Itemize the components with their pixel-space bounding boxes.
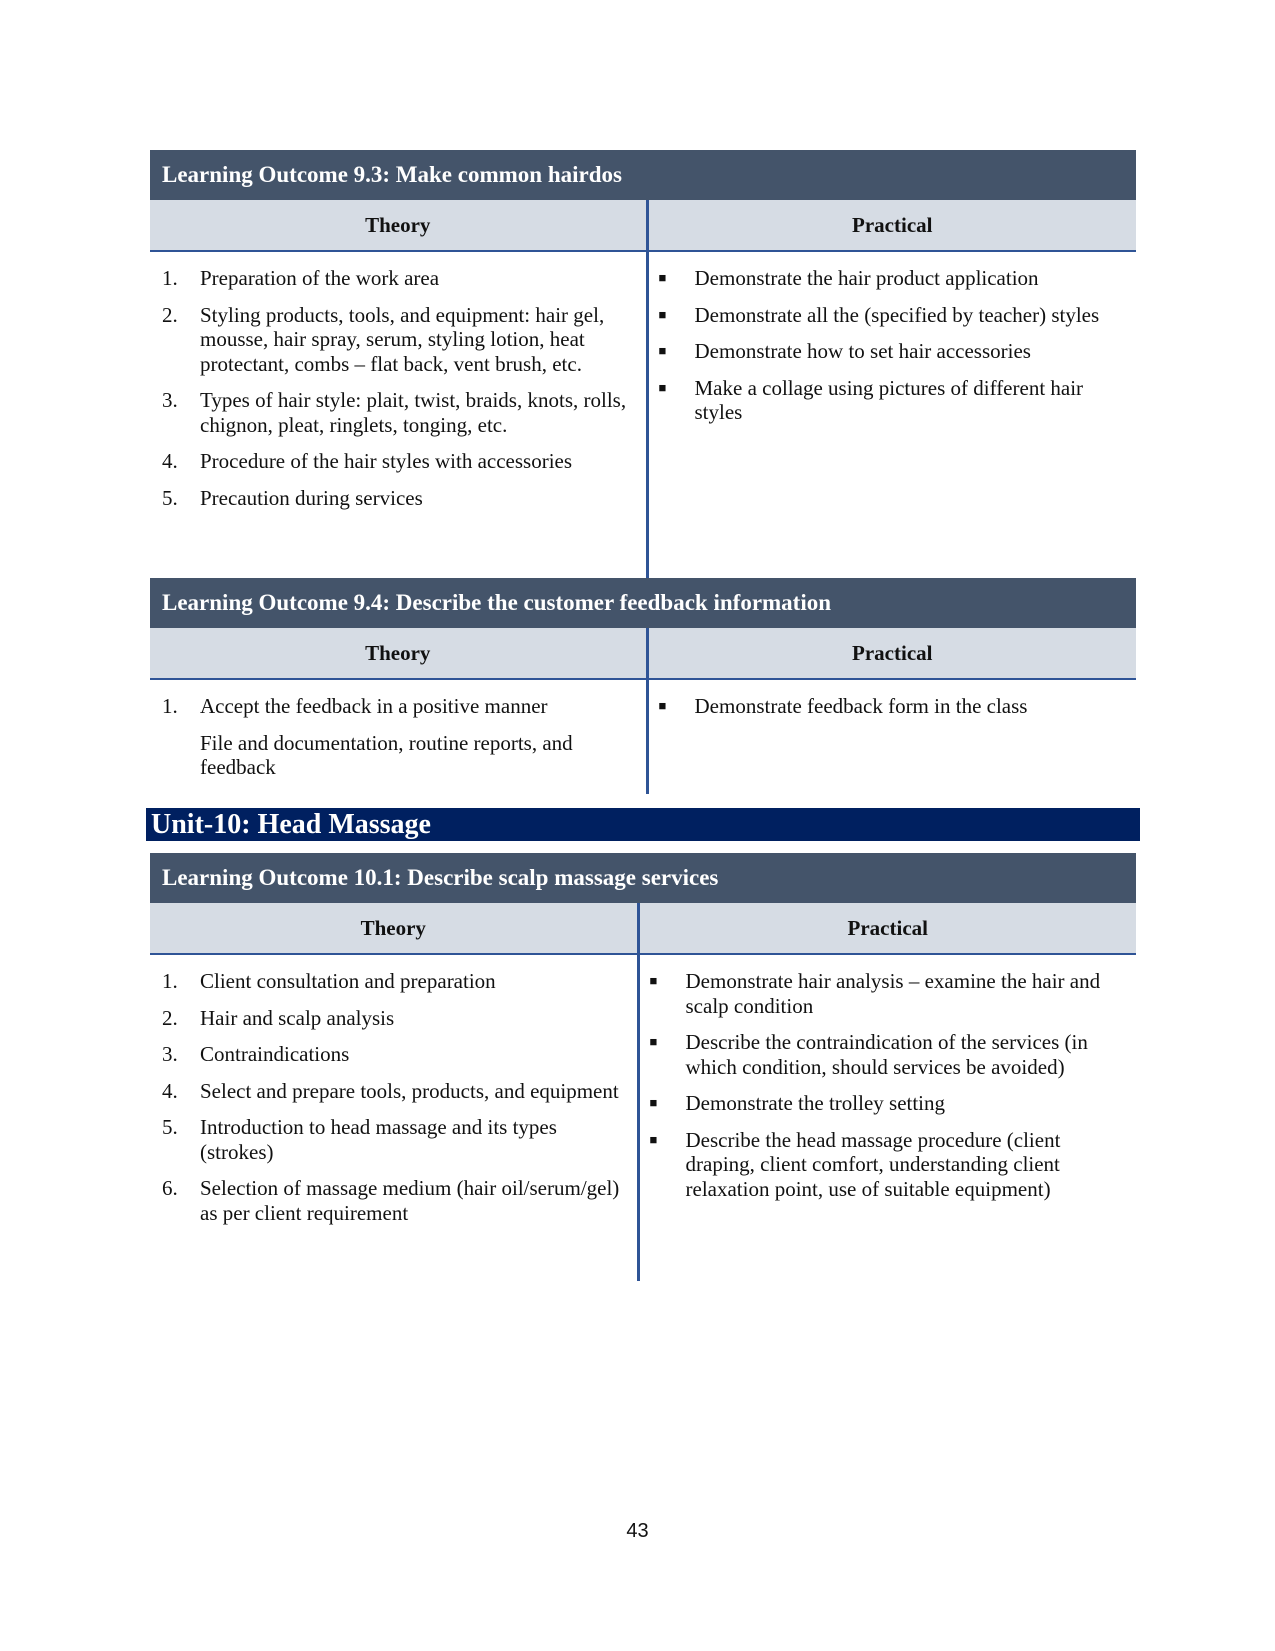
- theory-header: Theory: [150, 628, 647, 679]
- theory-item: 6. Selection of massage medium (hair oil/serum/gel) as per client requirement: [162, 1176, 620, 1225]
- practical-cell: [647, 679, 1136, 794]
- practical-header: Practical: [638, 903, 1136, 954]
- practical-item: ■ Describe the contraindication of the services (in which condition, should services be avoided): [640, 1030, 1137, 1079]
- bullet-icon: ■: [649, 1034, 658, 1049]
- theory-item: 3. Types of hair style: plait, twist, braids, knots, rolls, chignon, pleat, ringlets, tonging, etc.: [162, 388, 627, 437]
- practical-item: ■ Make a collage using pictures of different hair styles: [649, 376, 1137, 425]
- practical-item: ■ Demonstrate the trolley setting: [640, 1091, 1137, 1116]
- practical-header: Practical: [647, 628, 1136, 679]
- bullet-icon: ■: [658, 698, 667, 713]
- theory-item: 2. Hair and scalp analysis: [162, 1005, 395, 1030]
- theory-item: 1. Client consultation and preparation: [162, 969, 496, 993]
- bullet-icon: ■: [658, 306, 667, 322]
- theory-item: 1. Accept the feedback in a positive manner: [162, 694, 548, 718]
- practical-list: [640, 969, 1137, 1201]
- bullet-icon: ■: [649, 1095, 658, 1110]
- practical-cell: [638, 954, 1136, 1281]
- theory-list: [150, 969, 637, 1225]
- lo-10-1-title: Learning Outcome 10.1: Describe scalp massage services: [150, 853, 1136, 903]
- theory-item: File and documentation, routine reports, and feedback: [200, 730, 573, 779]
- theory-item: 4. Procedure of the hair styles with accessories: [162, 449, 573, 473]
- lo-9-4-table: [150, 578, 1136, 794]
- theory-list: [150, 266, 646, 510]
- theory-header: Theory: [150, 200, 647, 251]
- practical-item: ■ Demonstrate feedback form in the class: [649, 694, 1137, 719]
- lo-9-4-title: Learning Outcome 9.4: Describe the customer feedback information: [150, 578, 1136, 628]
- practical-item: ■ Demonstrate the hair product application: [649, 266, 1137, 291]
- practical-item: ■ Demonstrate all the (specified by teacher) styles: [649, 303, 1137, 328]
- theory-list: [150, 694, 646, 780]
- practical-list: [649, 694, 1137, 719]
- theory-item: 1. Preparation of the work area: [162, 266, 440, 290]
- theory-cell: [150, 954, 638, 1281]
- practical-cell: [647, 251, 1136, 594]
- theory-cell: [150, 251, 647, 594]
- page-number: 43: [626, 1520, 649, 1542]
- lo-10-1-table: [150, 853, 1136, 1281]
- lo-9-3-table: [150, 150, 1136, 594]
- bullet-icon: ■: [649, 973, 658, 988]
- theory-cell: [150, 679, 647, 794]
- theory-item: 2. Styling products, tools, and equipment: hair gel, mousse, hair spray, serum, styling lotion, heat protectant, combs – flat back, vent brush, etc.: [162, 302, 605, 376]
- bullet-icon: ■: [649, 1131, 658, 1147]
- bullet-icon: ■: [658, 379, 667, 395]
- theory-item: 3. Contraindications: [162, 1042, 350, 1066]
- lo-9-3-title: Learning Outcome 9.3: Make common hairdos: [150, 150, 1136, 200]
- practical-item: ■ Demonstrate how to set hair accessories: [649, 339, 1137, 364]
- theory-item: 5. Precaution during services: [162, 485, 423, 510]
- unit-title: Unit-10: Head Massage: [146, 808, 1140, 841]
- practical-list: [649, 266, 1137, 425]
- theory-item: 5. Introduction to head massage and its types (strokes): [162, 1115, 557, 1164]
- practical-item: ■ Describe the head massage procedure (client draping, client comfort, understanding client relaxation point, use of suitable equipment): [640, 1128, 1137, 1202]
- practical-header: Practical: [647, 200, 1136, 251]
- theory-header: Theory: [150, 903, 638, 954]
- practical-item: ■ Demonstrate hair analysis – examine the hair and scalp condition: [640, 969, 1137, 1018]
- theory-item: 4. Select and prepare tools, products, and equipment: [162, 1078, 619, 1103]
- bullet-icon: ■: [658, 343, 667, 358]
- bullet-icon: ■: [658, 270, 667, 285]
